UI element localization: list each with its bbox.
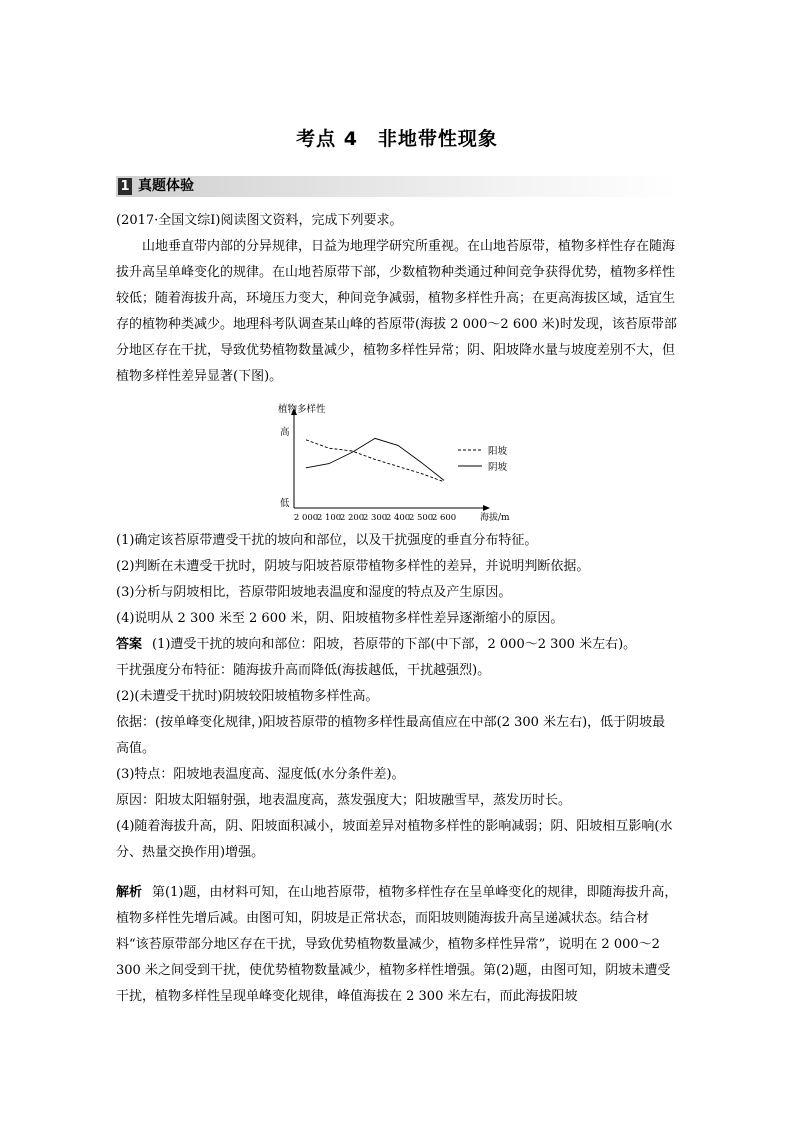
- x-tick-label: 2 300: [362, 513, 388, 523]
- section-number: 1: [118, 178, 132, 195]
- analysis-text: 第(1)题，由材料可知，在山地苔原带，植物多样性存在呈单峰变化的规律，即随海拔升高，植物多样性先增后减。由图可知，阴坡是正常状态，而阳坡则随海拔升高呈递减状态。结合材料“该苔原带部分地区存在干扰，导致优势植物数量减少，植物多样性异常”，说明在 2 000～2 300 米之间受到干扰，使优势植物数量减少，植物多样性增强。第(2)题，由图可知，阴坡未遭受干扰，植物多样性呈现单峰变化规律，峰值海拔在 2 300 米左右，而此海拔阳坡: [116, 885, 678, 1004]
- legend-label-yang: 阳坡: [488, 446, 508, 457]
- answer-line: (4)随着海拔升高，阴、阳坡面积减小，坡面差异对植物多样性的影响减弱；阴、阳坡相互影响(水分、热量交换作用)增强。: [116, 819, 673, 860]
- legend-label-yin: 阴坡: [488, 462, 508, 473]
- answer-label: 答案: [116, 637, 143, 652]
- y-tick-high: 高: [280, 427, 290, 438]
- reading-passage: 山地垂直带内部的分异规律，日益为地理学研究所重视。在山地苔原带，植物多样性存在随海拔升高呈单峰变化的规律。在山地苔原带下部，少数植物种类通过种间竞争获得优势，植物多样性较低；随着海拔升高，环境压力变大，种间竞争减弱，植物多样性升高；在更高海拔区域，适宜生存的植物种类减少。地理科考队调查某山峰的苔原带(海拔 2 000～2 600 米)时发现，该苔原带部分地区存在干扰，导致优势植物数量减少，植物多样性异常；阴、阳坡降水量与坡度差别不大，但植物多样性差异显著(下图)。: [116, 239, 677, 384]
- answer-line: 原因：阳坡太阳辐射强，地表温度高，蒸发强度大；阳坡融雪早，蒸发历时长。: [116, 793, 572, 808]
- question-list: [116, 528, 678, 632]
- question-2: (2)判断在未遭受干扰时，阴坡与阳坡苔原带植物多样性的差异，并说明判断依据。: [116, 559, 590, 574]
- answer-line: (1)遭受干扰的坡向和部位：阳坡，苔原带的下部(中下部，2 000～2 300 米左右)。: [152, 637, 637, 652]
- question-4: (4)说明从 2 300 米至 2 600 米，阴、阳坡植物多样性差异逐渐缩小的原因。: [116, 611, 564, 626]
- answer-line: 干扰强度分布特征：随海拔升高而降低(海拔越低，干扰越强烈)。: [116, 663, 491, 678]
- question-intro: (2017·全国文综Ⅰ)阅读图文资料，完成下列要求。: [116, 213, 403, 228]
- x-tick-label: 2 000: [293, 513, 319, 523]
- analysis-label: 解析: [116, 885, 143, 900]
- section-title: 真题体验: [138, 178, 194, 194]
- section-header: [116, 176, 678, 197]
- answer-line: (3)特点：阳坡地表温度高、湿度低(水分条件差)。: [116, 767, 405, 782]
- page-title: 考点 4 非地带性现象: [296, 128, 498, 150]
- question-1: (1)确定该苔原带遭受干扰的坡向和部位，以及干扰强度的垂直分布特征。: [116, 533, 538, 548]
- diversity-line-chart: [270, 400, 530, 526]
- answer-line: (2)(未遭受干扰时)阴坡较阳坡植物多样性高。: [116, 689, 379, 704]
- y-tick-low: 低: [280, 498, 290, 509]
- y-axis-label: 植物多样性: [278, 404, 326, 415]
- answer-block: [116, 632, 678, 866]
- x-axis-label: 海拔/m: [480, 513, 510, 523]
- x-tick-label: 2 600: [431, 513, 457, 523]
- x-tick-label: 2 100: [316, 513, 342, 523]
- x-tick-label: 2 200: [339, 513, 365, 523]
- x-axis-arrow: [483, 505, 490, 511]
- x-tick-labels: [294, 513, 456, 523]
- question-3: (3)分析与阴坡相比，苔原带阳坡地表温度和湿度的特点及产生原因。: [116, 585, 512, 600]
- series-line-yang: [306, 440, 444, 482]
- x-tick-label: 2 500: [408, 513, 434, 523]
- x-tick-label: 2 400: [385, 513, 411, 523]
- analysis-block: [116, 880, 678, 1010]
- answer-line: 依据：(按单峰变化规律，)阳坡苔原带的植物多样性最高值应在中部(2 300 米左右)，低于阴坡最高值。: [116, 715, 666, 756]
- series-layer: [306, 438, 444, 481]
